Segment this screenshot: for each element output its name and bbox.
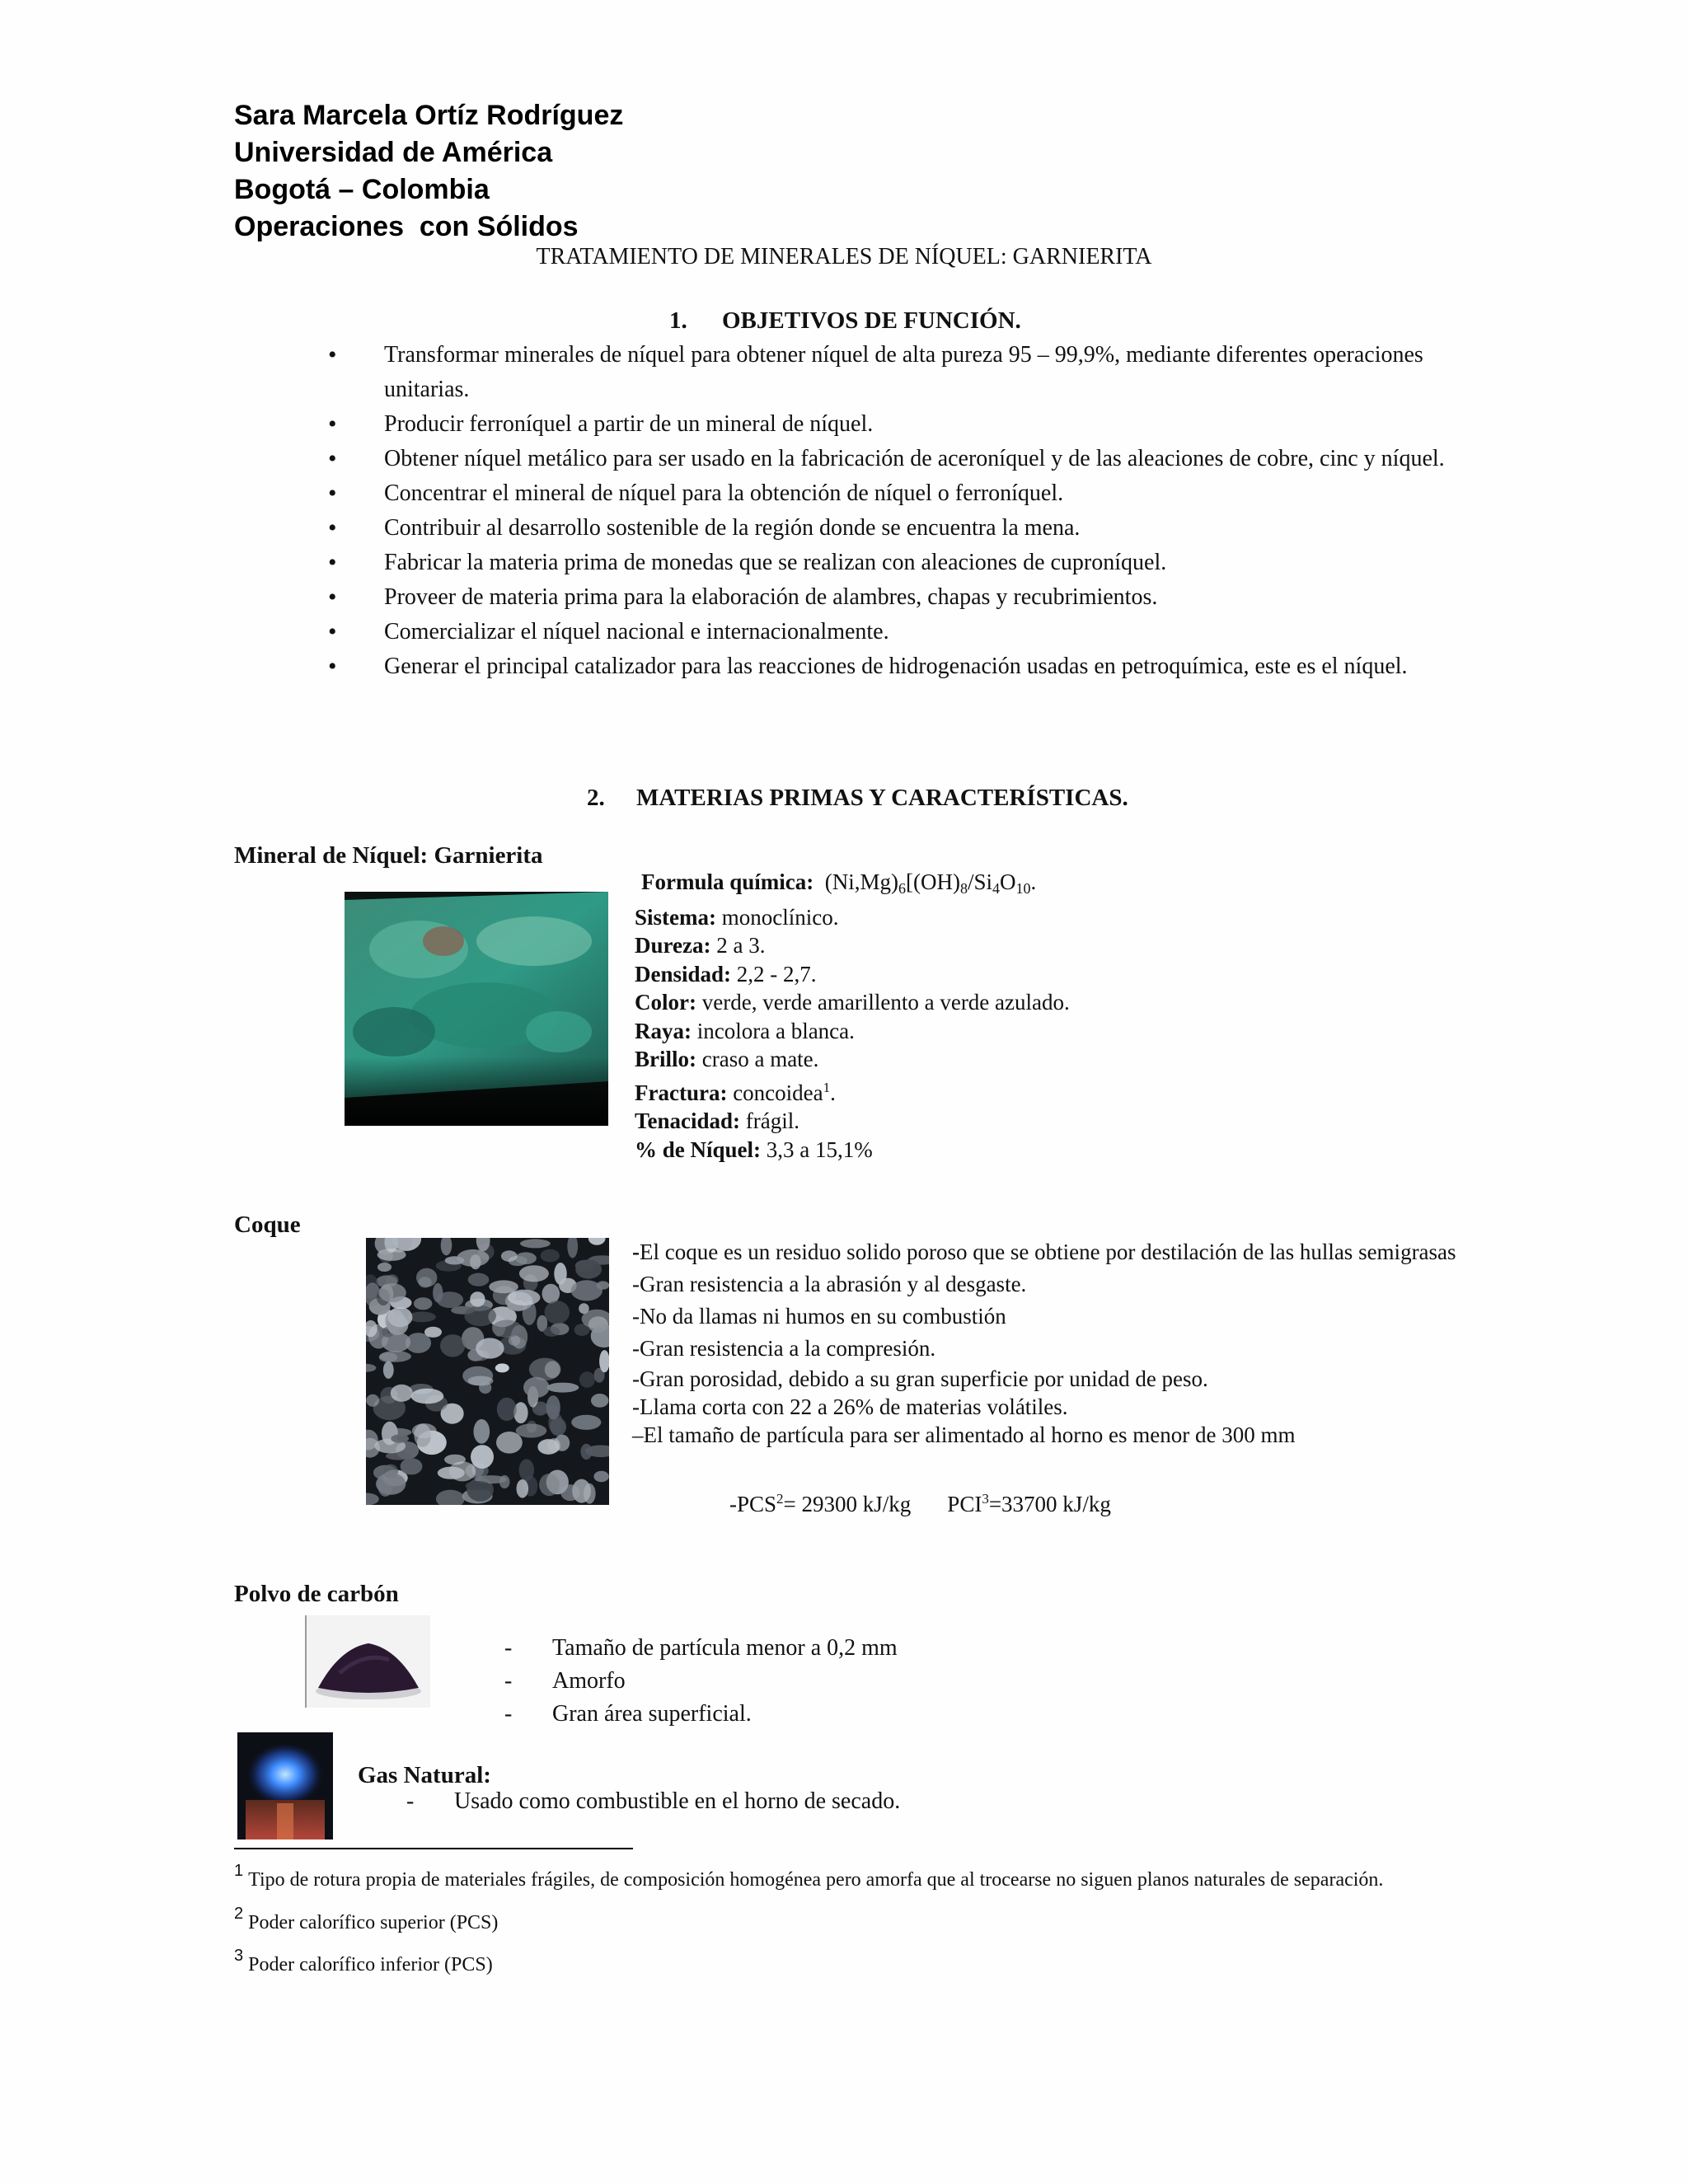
section-1-heading bbox=[669, 306, 1021, 335]
coque-item: –El tamaño de partícula para ser alimentado al horno es menor de 300 mm bbox=[632, 1422, 1296, 1447]
list-item: - Tamaño de partícula menor a 0,2 mm bbox=[504, 1632, 898, 1665]
gas-label: Gas Natural: bbox=[358, 1762, 491, 1788]
formula-label: Formula química: bbox=[641, 869, 814, 894]
footnote-number: 1 bbox=[234, 1862, 244, 1880]
property-row bbox=[635, 903, 1070, 932]
calorific-values bbox=[729, 1485, 1111, 1518]
garnierita-properties bbox=[635, 868, 1070, 1164]
property-row bbox=[635, 931, 1070, 960]
footnote-number: 2 bbox=[234, 1905, 244, 1923]
footnote bbox=[234, 1900, 1446, 1937]
property-row bbox=[635, 1017, 1070, 1046]
property-value: verde, verde amarillento a verde azulado. bbox=[701, 990, 1070, 1015]
property-label: Dureza: bbox=[635, 933, 711, 958]
gas-list bbox=[406, 1787, 900, 1816]
formula-part: . bbox=[1030, 869, 1037, 894]
pcs-label: -PCS bbox=[729, 1492, 777, 1516]
formula-part: O bbox=[1000, 869, 1016, 894]
coque-item: -No da llamas ni humos en su combustión bbox=[632, 1304, 1006, 1329]
section-1-number: 1. bbox=[669, 307, 687, 334]
property-label: Fractura: bbox=[635, 1080, 728, 1105]
footnote-text: Tipo de rotura propia de materiales frágiles, de composición homogénea pero amorfa que al trocearse no siguen planos naturales de separación. bbox=[248, 1869, 1384, 1891]
list-item: • Transformar minerales de níquel para obtener níquel de alta pureza 95 – 99,9%, mediante diferentes operaciones unitarias. bbox=[316, 338, 1470, 407]
property-label: Densidad: bbox=[635, 961, 732, 987]
property-value: incolora a blanca. bbox=[696, 1018, 855, 1043]
polvo-label: Polvo de carbón bbox=[234, 1581, 399, 1607]
formula-subscript: 10 bbox=[1015, 880, 1031, 897]
garnierita-image bbox=[345, 892, 608, 1126]
location: Bogotá – Colombia bbox=[234, 174, 490, 205]
coque-label: Coque bbox=[234, 1212, 301, 1238]
coque-item: -Llama corta con 22 a 26% de materias volátiles. bbox=[632, 1394, 1068, 1419]
section-2-title: MATERIAS PRIMAS Y CARACTERÍSTICAS. bbox=[636, 785, 1128, 811]
footnotes bbox=[234, 1858, 1446, 1979]
property-row bbox=[635, 960, 1070, 989]
garnierita-label: Mineral de Níquel: Garnierita bbox=[234, 842, 543, 869]
property-value: 2 a 3. bbox=[716, 933, 766, 958]
property-value: frágil. bbox=[745, 1108, 800, 1133]
coque-item bbox=[632, 1236, 1456, 1268]
list-item: • Concentrar el mineral de níquel para la obtención de níquel o ferroníquel. bbox=[316, 476, 1470, 511]
formula-part: /Si bbox=[967, 869, 993, 894]
property-label: Raya: bbox=[635, 1018, 692, 1043]
property-row bbox=[635, 988, 1070, 1017]
polvo-list bbox=[504, 1632, 898, 1731]
list-item: • Proveer de materia prima para la elaboración de alambres, chapas y recubrimientos. bbox=[316, 580, 1470, 615]
gas-flame-image bbox=[237, 1732, 333, 1840]
property-value: 2,2 - 2,7. bbox=[736, 961, 817, 987]
list-item: - Amorfo bbox=[504, 1665, 898, 1698]
property-value: 3,3 a 15,1% bbox=[766, 1137, 873, 1162]
coque-item-text: El coque es un residuo solido poroso que se obtiene por destilación de las hullas semigrasas bbox=[640, 1240, 1456, 1264]
pci-label: PCI bbox=[947, 1492, 982, 1516]
footnote-text: Poder calorífico inferior (PCS) bbox=[248, 1954, 493, 1975]
document-title: TRATAMIENTO DE MINERALES DE NÍQUEL: GARNIERITA bbox=[536, 244, 1152, 269]
list-item: • Producir ferroníquel a partir de un mineral de níquel. bbox=[316, 407, 1470, 442]
list-item: - Gran área superficial. bbox=[504, 1698, 898, 1731]
section-2-heading bbox=[587, 783, 1128, 813]
property-value: monoclínico. bbox=[721, 904, 839, 930]
section-2-number: 2. bbox=[587, 785, 605, 811]
list-item: • Fabricar la materia prima de monedas que se realizan con aleaciones de cuproníquel. bbox=[316, 546, 1470, 580]
property-value: craso a mate. bbox=[701, 1047, 819, 1071]
formula-part: [(OH) bbox=[906, 869, 960, 894]
coque-item: -Gran porosidad, debido a su gran superficie por unidad de peso. bbox=[632, 1366, 1208, 1391]
property-row bbox=[635, 1045, 1070, 1074]
formula-subscript: 4 bbox=[992, 880, 1001, 897]
footnote-ref: 3 bbox=[982, 1491, 989, 1507]
property-label: Sistema: bbox=[635, 904, 716, 930]
property-row bbox=[635, 1136, 1070, 1165]
footnote-separator bbox=[234, 1848, 633, 1849]
course-name: Operaciones con Sólidos bbox=[234, 211, 579, 242]
property-punctuation: . bbox=[830, 1080, 836, 1105]
coque-dash: - bbox=[632, 1240, 640, 1264]
property-row bbox=[635, 1107, 1070, 1136]
footnote-number: 3 bbox=[234, 1947, 244, 1965]
university-name: Universidad de América bbox=[234, 137, 553, 168]
footnote-text: Poder calorífico superior (PCS) bbox=[248, 1912, 499, 1933]
list-item: - Usado como combustible en el horno de secado. bbox=[406, 1787, 900, 1816]
property-label: Tenacidad: bbox=[635, 1108, 741, 1133]
footnote-ref: 2 bbox=[776, 1491, 784, 1507]
footnote bbox=[234, 1858, 1446, 1893]
footnote-ref: 1 bbox=[823, 1079, 831, 1095]
footnote bbox=[234, 1942, 1446, 1979]
pci-value: =33700 kJ/kg bbox=[988, 1492, 1111, 1516]
pcs-value: = 29300 kJ/kg bbox=[783, 1492, 912, 1516]
formula-subscript: 8 bbox=[959, 880, 968, 897]
formula-subscript: 6 bbox=[898, 880, 906, 897]
section-1-title: OBJETIVOS DE FUNCIÓN. bbox=[722, 307, 1021, 334]
coque-image bbox=[366, 1238, 609, 1505]
coque-item: -Gran resistencia a la abrasión y al desgaste. bbox=[632, 1272, 1027, 1296]
formula-part: (Ni,Mg) bbox=[824, 869, 898, 894]
author-name: Sara Marcela Ortíz Rodríguez bbox=[234, 100, 624, 131]
coque-item: -Gran resistencia a la compresión. bbox=[632, 1336, 936, 1361]
property-label: % de Níquel: bbox=[635, 1137, 762, 1162]
list-item: • Contribuir al desarrollo sostenible de la región donde se encuentra la mena. bbox=[316, 511, 1470, 546]
coque-description bbox=[632, 1236, 1456, 1449]
property-label: Color: bbox=[635, 990, 696, 1015]
objectives-list bbox=[316, 338, 1470, 684]
property-label: Brillo: bbox=[635, 1047, 696, 1071]
property-row bbox=[635, 1074, 1070, 1108]
property-value: concoidea bbox=[733, 1080, 823, 1105]
carbon-powder-image bbox=[305, 1615, 430, 1708]
list-item: • Generar el principal catalizador para las reacciones de hidrogenación usadas en petroquímica, este es el níquel. bbox=[316, 649, 1470, 684]
list-item: • Comercializar el níquel nacional e internacionalmente. bbox=[316, 615, 1470, 649]
list-item: • Obtener níquel metálico para ser usado en la fabricación de aceroníquel y de las aleaciones de cobre, cinc y níquel. bbox=[316, 442, 1470, 476]
formula-row bbox=[635, 868, 1070, 903]
